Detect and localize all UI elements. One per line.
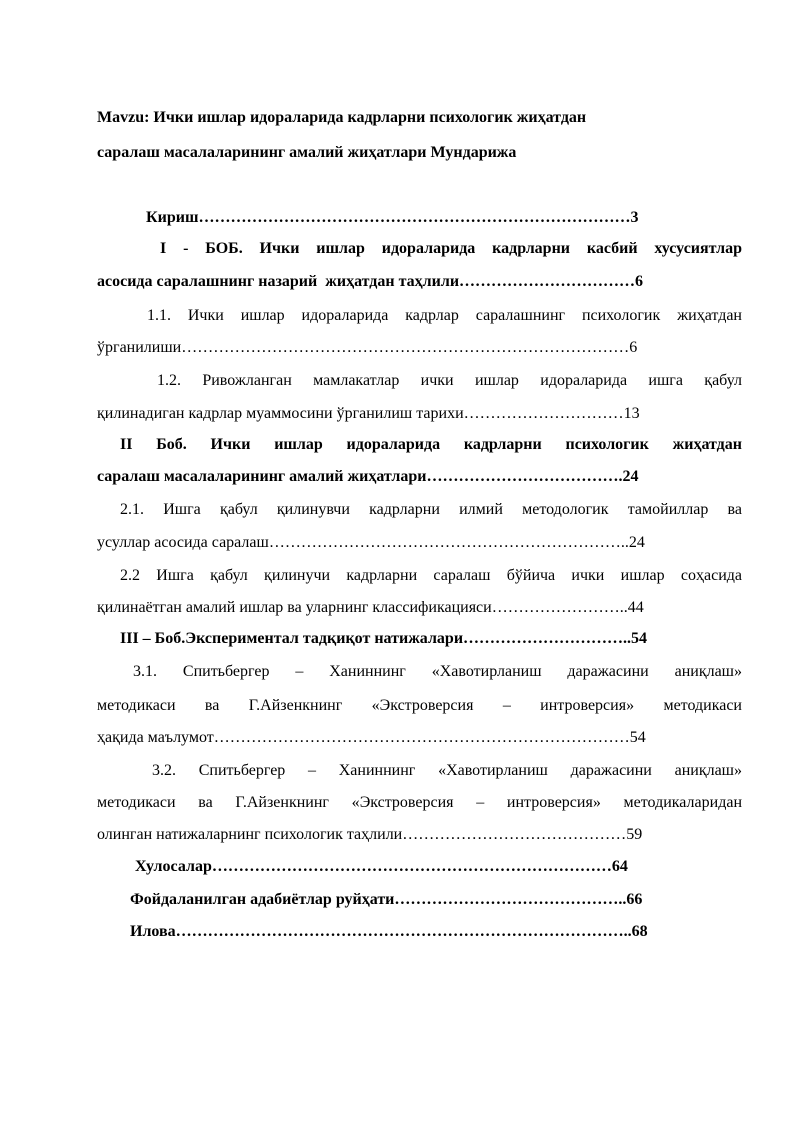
toc-conclusion: Хулосалар…………………………………………………………………64 bbox=[135, 858, 628, 875]
toc-appendix: Илова…………………………………………………………………………..68 bbox=[130, 923, 648, 940]
toc-section-1-1-line-2: ўрганилиши…………………………………………………………………………6 bbox=[97, 339, 638, 356]
toc-section-2-1-line-2: усуллар асосида саралаш…………………………………………………………..24 bbox=[97, 534, 645, 551]
toc-chapter-2-line-1: II Боб. Ички ишлар идораларида кадрларни психологик жиҳатдан bbox=[120, 436, 742, 453]
toc-chapter-1-line-2: асосида саралашнинг назарий жиҳатдан таҳлили……………………………6 bbox=[97, 273, 644, 290]
toc-section-3-1-line-1: 3.1. Спитьбергер – Ханиннинг «Хавотирланиш даражасини аниқлаш» bbox=[133, 663, 742, 680]
toc-section-3-1-line-3: ҳақида маълумот……………………………………………………………………54 bbox=[97, 729, 646, 746]
toc-section-2-1-line-1: 2.1. Ишга қабул қилинувчи кадрларни илмий методологик тамойиллар ва bbox=[120, 501, 742, 518]
toc-section-3-1-line-2: методикаси ва Г.Айзенкнинг «Экстроверсия – интроверсия» методикаси bbox=[97, 697, 742, 714]
toc-chapter-2-line-2: саралаш масалаларининг амалий жиҳатлари……………………………….24 bbox=[97, 468, 639, 485]
toc-section-1-1-line-1: 1.1. Ички ишлар идораларида кадрлар саралашнинг психологик жиҳатдан bbox=[147, 307, 742, 324]
toc-section-1-2-line-1: 1.2. Ривожланган мамлакатлар ички ишлар идораларида ишга қабул bbox=[157, 372, 742, 389]
toc-section-1-2-line-2: қилинадиган кадрлар муаммосини ўрганилиш тарихи…………………………13 bbox=[97, 405, 640, 422]
toc-section-3-2-line-1: 3.2. Спитьбергер – Ханиннинг «Хавотирланиш даражасини аниқлаш» bbox=[152, 762, 742, 779]
title-line-1: Mavzu: Ички ишлар идораларида кадрларни психологик жиҳатдан bbox=[97, 109, 587, 126]
toc-chapter-3: III – Боб.Экспериментал тадқиқот натижалари…………………………..54 bbox=[120, 630, 648, 647]
toc-chapter-1-line-1: I - БОБ. Ички ишлар идораларида кадрларни касбий хусусиятлар bbox=[160, 240, 742, 257]
toc-references: Фойдаланилган адабиётлар руйҳати……………………………………..66 bbox=[130, 891, 643, 908]
toc-section-3-2-line-2: методикаси ва Г.Айзенкнинг «Экстроверсия – интроверсия» методикаларидан bbox=[97, 794, 742, 811]
title-line-2: саралаш масалаларининг амалий жиҳатлари Мундарижа bbox=[97, 144, 517, 161]
toc-section-2-2-line-2: қилинаётган амалий ишлар ва уларнинг классификацияси……………………..44 bbox=[97, 599, 644, 616]
toc-section-2-2-line-1: 2.2 Ишга қабул қилинучи кадрларни саралаш бўйича ички ишлар соҳасида bbox=[120, 567, 742, 584]
toc-section-3-2-line-3: олинган натижаларнинг психологик таҳлили……………………………………59 bbox=[97, 826, 643, 843]
toc-intro: Кириш………………………………………………………………………3 bbox=[146, 209, 639, 226]
